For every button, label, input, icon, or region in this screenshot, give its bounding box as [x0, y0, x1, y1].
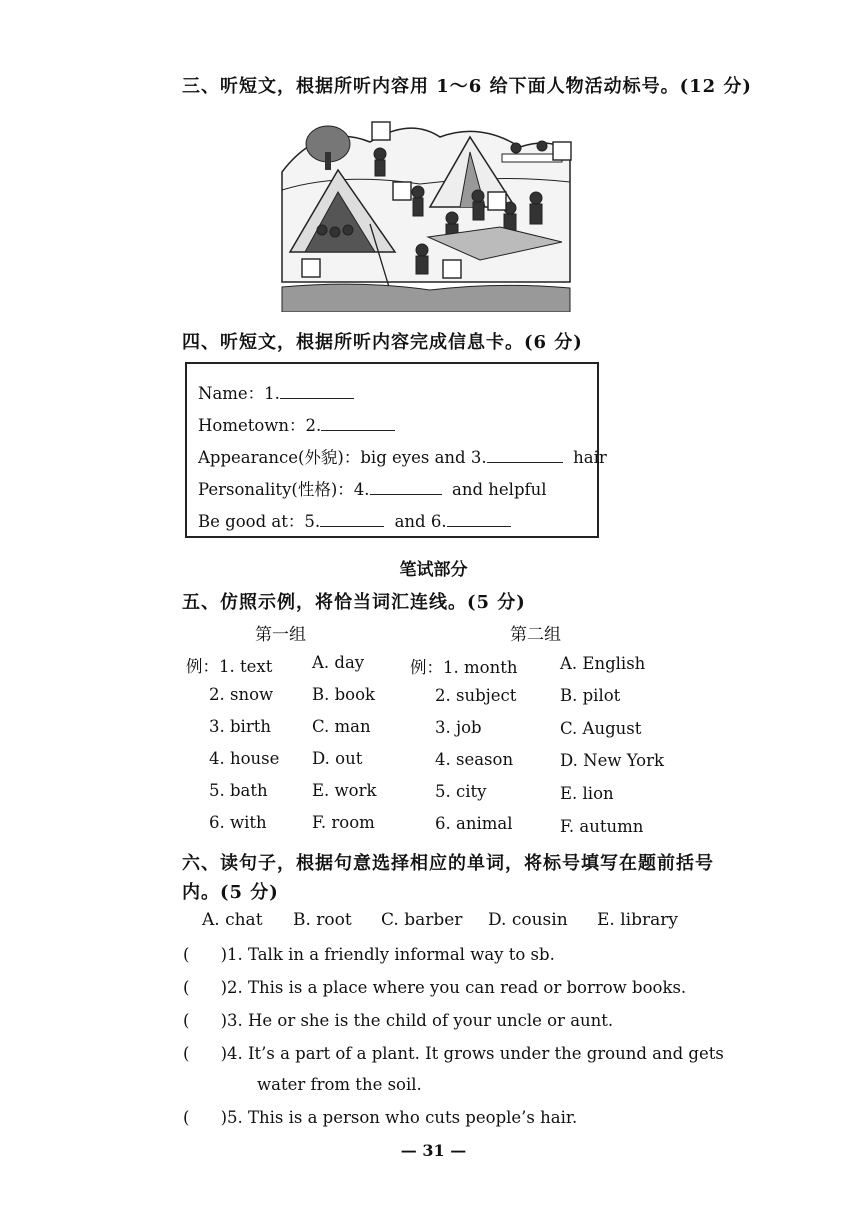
match-item[interactable]: C. man [312, 717, 371, 736]
camping-scene-illustration [280, 112, 572, 312]
card-row-name: Name：1. [198, 380, 354, 404]
match-item[interactable]: 2. subject [435, 686, 517, 705]
question-row: ( ) 5. This is a person who cuts people’s hair. [183, 1108, 578, 1127]
answer-box [443, 260, 461, 278]
answer-box [302, 259, 320, 277]
word-option: D. cousin [488, 910, 568, 930]
answer-blank[interactable] [370, 494, 442, 495]
question-row: ( ) 1. Talk in a friendly informal way to sb. [183, 945, 555, 964]
question-row: ( ) 4. It’s a part of a plant. It grows under the ground and gets [183, 1044, 724, 1063]
answer-blank[interactable] [321, 430, 395, 431]
match-item[interactable]: 2. snow [209, 685, 274, 704]
answer-bracket[interactable]: ( ) [183, 1011, 227, 1030]
match-item[interactable]: B. pilot [560, 686, 621, 705]
match-item[interactable]: F. room [312, 813, 375, 832]
match-item[interactable]: 5. bath [209, 781, 268, 800]
page-number: — 31 — [400, 1141, 467, 1160]
answer-bracket[interactable]: ( ) [183, 1108, 227, 1127]
answer-box [488, 192, 506, 210]
card-row-personality: Personality(性格)：4. and helpful [198, 480, 547, 499]
match-item[interactable]: 3. job [435, 718, 482, 737]
group-1-title: 第一组 [255, 625, 306, 645]
answer-bracket[interactable]: ( ) [183, 978, 227, 997]
word-option: E. library [597, 910, 678, 930]
match-item[interactable]: 3. birth [209, 717, 271, 736]
match-item[interactable]: D. New York [560, 751, 664, 770]
written-part-heading: 笔试部分 [399, 560, 468, 580]
match-item[interactable]: 6. with [209, 813, 267, 832]
answer-box [393, 182, 411, 200]
answer-blank[interactable] [280, 398, 354, 399]
match-item[interactable]: 4. house [209, 749, 280, 768]
card-row-hometown: Hometown：2. [198, 412, 395, 436]
match-item[interactable]: A. day [312, 653, 365, 672]
match-item[interactable]: F. autumn [560, 817, 644, 836]
match-item[interactable]: 5. city [435, 782, 487, 801]
card-row-appearance: Appearance(外貌)：big eyes and 3. hair [198, 448, 607, 467]
match-item[interactable]: C. August [560, 719, 642, 738]
question-continuation: water from the soil. [257, 1075, 422, 1094]
word-option: B. root [293, 910, 352, 930]
section-4-title: 四、听短文，根据所听内容完成信息卡。(6 分) [182, 332, 583, 353]
match-item[interactable]: 例：1. month [410, 658, 518, 677]
match-item[interactable]: D. out [312, 749, 363, 768]
match-item[interactable]: 例：1. text [186, 657, 273, 676]
answer-blank[interactable] [487, 462, 563, 463]
match-item[interactable]: 4. season [435, 750, 514, 769]
question-row: ( ) 2. This is a place where you can read or borrow books. [183, 978, 687, 997]
group-2-title: 第二组 [510, 625, 561, 645]
match-item[interactable]: B. book [312, 685, 376, 704]
word-option: A. chat [202, 910, 263, 930]
answer-bracket[interactable]: ( ) [183, 1044, 227, 1063]
match-item[interactable]: 6. animal [435, 814, 513, 833]
answer-blank[interactable] [320, 526, 384, 527]
answer-bracket[interactable]: ( ) [183, 945, 227, 964]
match-item[interactable]: E. lion [560, 784, 614, 803]
word-option: C. barber [381, 910, 463, 930]
section-5-title: 五、仿照示例，将恰当词汇连线。(5 分) [182, 592, 526, 613]
section-6-title: 六、读句子，根据句意选择相应的单词，将标号填写在题前括号 [182, 853, 714, 874]
question-row: ( ) 3. He or she is the child of your uncle or aunt. [183, 1011, 614, 1030]
card-row-good-at: Be good at：5. and 6. [198, 508, 511, 532]
answer-box [553, 142, 571, 160]
section-3-title: 三、听短文，根据所听内容用 1～6 给下面人物活动标号。(12 分) [182, 76, 752, 97]
info-card [185, 362, 607, 538]
match-item[interactable]: A. English [560, 654, 646, 673]
match-item[interactable]: E. work [312, 781, 377, 800]
answer-box [372, 122, 390, 140]
answer-blank[interactable] [447, 526, 511, 527]
section-6-title-cont: 内。(5 分) [182, 882, 279, 903]
